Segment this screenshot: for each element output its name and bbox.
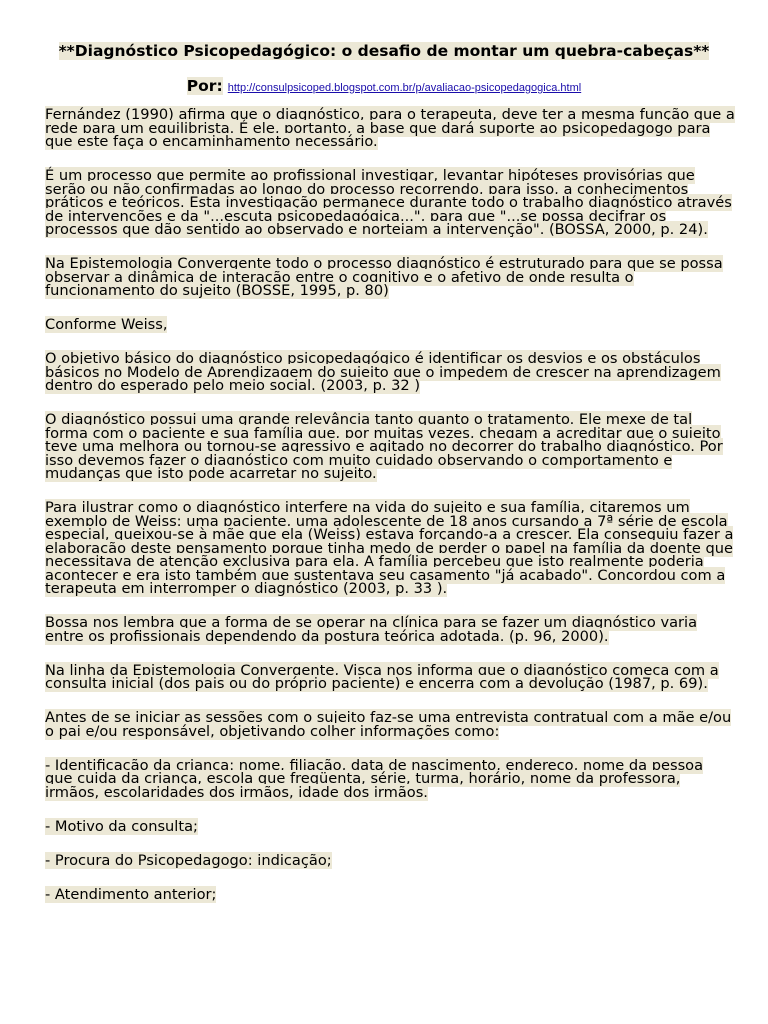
byline-label: Por: bbox=[186, 77, 223, 95]
quote-paragraph bbox=[45, 352, 735, 393]
list-item bbox=[45, 885, 735, 903]
paragraph-text: Na Epistemologia Convergente todo o processo diagnóstico é estruturado para que se possa observar a dinâmica de interação entre o cognitivo e o afetivo de onde resulta o funcionamento do sujeito (BOSSE, 1995, p. 80) bbox=[45, 255, 723, 299]
paragraph bbox=[45, 501, 735, 596]
paragraph bbox=[45, 616, 735, 643]
list-item bbox=[45, 817, 735, 835]
paragraph-text: O objetivo básico do diagnóstico psicopedagógico é identificar os desvios e os obstáculos básicos no Modelo de Aprendizagem do sujeito que o impedem de crescer na aprendizagem dentro do esperado pelo meio social. (2003, p. 32 ) bbox=[45, 350, 721, 394]
paragraph bbox=[45, 413, 735, 481]
list-item-text: - Identificação da criança: nome, filiação, data de nascimento, endereço, nome da pessoa que cuida da criança, escola que freqüenta, série, turma, horário, nome da professora, irmãos, escolaridades dos irmãos, idade dos irmãos. bbox=[45, 756, 704, 801]
paragraph-text: O diagnóstico possui uma grande relevância tanto quanto o tratamento. Ele mexe de tal forma com o paciente e sua família que, por muitas vezes, chegam a acreditar que o sujeito teve uma melhora ou tornou-se agressivo e agitado no decorrer do trabalho diagnóstico. Por isso devemos fazer o diagnóstico com muito cuidado observando o comportamento e mudanças que isto pode acarretar no sujeito. bbox=[45, 411, 723, 482]
paragraph-text: Bossa nos lembra que a forma de se operar na clínica para se fazer um diagnóstico varia entre os profissionais dependendo da postura teórica adotada. (p. 96, 2000). bbox=[45, 614, 698, 645]
list-item-text: - Atendimento anterior; bbox=[45, 885, 217, 903]
paragraph bbox=[45, 257, 735, 298]
document-body bbox=[45, 108, 735, 922]
paragraph bbox=[45, 661, 735, 692]
document-title bbox=[0, 40, 768, 62]
paragraph-text: Fernández (1990) afirma que o diagnóstico, para o terapeuta, deve ter a mesma função que a rede para um equilibrista. É ele, portanto, a base que dará suporte ao psicopedagogo para que este faça o encaminhamento necessário. bbox=[45, 106, 735, 150]
paragraph-text: Antes de se iniciar as sessões com o sujeito faz-se uma entrevista contratual com a mãe e/ou o pai e/ou responsável, objetivando colher informações como: bbox=[45, 709, 732, 740]
paragraph-text: É um processo que permite ao profissional investigar, levantar hipóteses provisórias que serão ou não confirmadas ao longo do processo recorrendo, para isso, a conhecimentos práticos e teóricos. Esta investigação permanece durante todo o trabalho diagnóstico através de intervenções e da "...escuta psicopedagógica...", para que "...se possa decifrar os processos que dão sentido ao observado e norteiam a intervenção". (BOSSA, 2000, p. 24). bbox=[45, 167, 732, 238]
paragraph bbox=[45, 318, 735, 332]
paragraph-text: Para ilustrar como o diagnóstico interfere na vida do sujeito e sua família, citaremos um exemplo de Weiss: uma paciente, uma adolescente de 18 anos cursando a 7ª série de escola especial, queixou-se à mãe que ela (Weiss) estava forçando-a a crescer. Ela conseguiu fazer a elaboração deste pensamento porque tinha medo de perder o papel na família da doente que necessitava de atenção exclusiva para ela. A família percebeu que isto realmente poderia acontecer e era isto também que sustentava seu casamento "já acabado". Concordou com a terapeuta em interromper o diagnóstico (2003, p. 33 ). bbox=[45, 499, 734, 597]
source-link[interactable]: http://consulpsicoped.blogspot.com.br/p/avaliacao-psicopedagogica.html bbox=[227, 82, 582, 94]
document-title-text: **Diagnóstico Psicopedagógico: o desafio de montar um quebra-cabeças** bbox=[58, 42, 710, 60]
paragraph bbox=[45, 169, 735, 237]
list-item-text: - Motivo da consulta; bbox=[45, 817, 198, 835]
list-item-text: - Procura do Psicopedagogo: indicação; bbox=[45, 851, 332, 869]
paragraph bbox=[45, 108, 735, 149]
paragraph-text: Conforme Weiss, bbox=[45, 316, 168, 333]
list-item bbox=[45, 756, 735, 801]
byline bbox=[0, 75, 768, 99]
list-item bbox=[45, 851, 735, 869]
paragraph-text: Na linha da Epistemologia Convergente, Visca nos informa que o diagnóstico começa com a consulta inicial (dos pais ou do próprio paciente) e encerra com a devolução (1987, p. 69). bbox=[45, 661, 719, 692]
paragraph bbox=[45, 711, 735, 738]
